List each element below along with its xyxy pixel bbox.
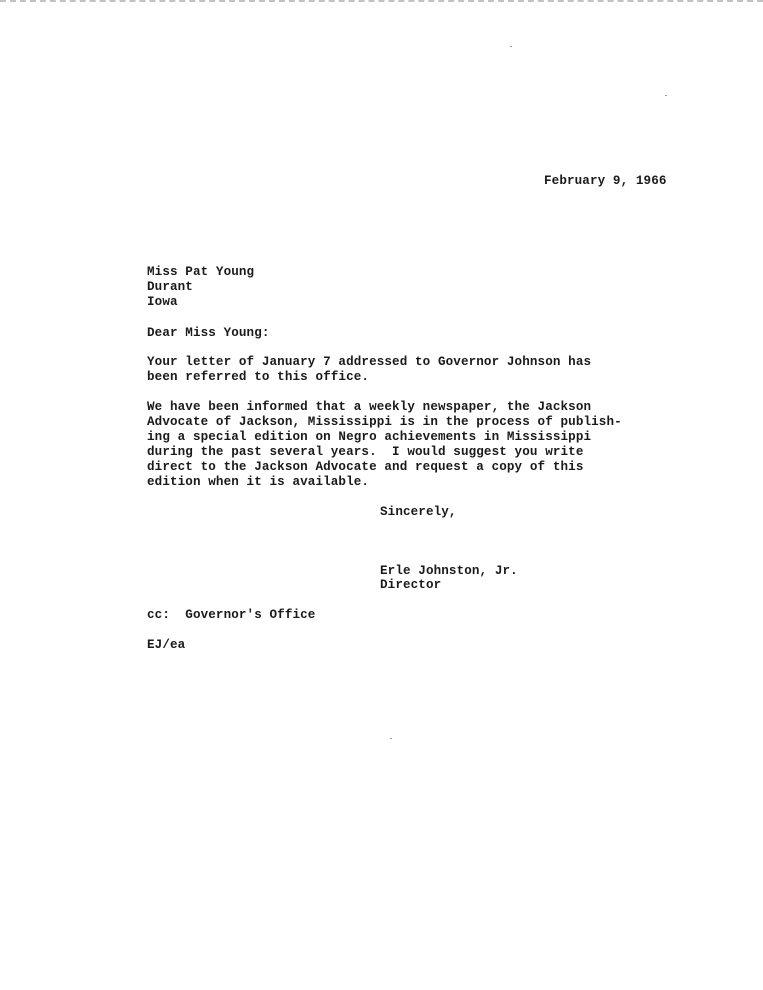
paragraph-line: during the past several years. I would suggest you write — [147, 445, 584, 459]
scan-speck — [390, 738, 392, 739]
paragraph-line: direct to the Jackson Advocate and request a copy of this — [147, 460, 584, 474]
recipient-name: Miss Pat Young — [147, 265, 255, 279]
signer-title: Director — [380, 578, 442, 592]
paragraph-line: Advocate of Jackson, Mississippi is in the process of publish- — [147, 415, 622, 429]
closing: Sincerely, — [380, 505, 457, 519]
scan-speck — [665, 95, 667, 96]
page-top-edge — [0, 0, 763, 8]
signer-name: Erle Johnston, Jr. — [380, 564, 518, 578]
paragraph-line: edition when it is available. — [147, 475, 370, 489]
paragraph-line: Your letter of January 7 addressed to Governor Johnson has — [147, 355, 592, 369]
scan-speck — [510, 46, 512, 47]
recipient-state: Iowa — [147, 295, 178, 309]
typist-initials: EJ/ea — [147, 638, 186, 652]
salutation: Dear Miss Young: — [147, 326, 270, 340]
paragraph-line: been referred to this office. — [147, 370, 370, 384]
cc-line: cc: Governor's Office — [147, 608, 316, 622]
paragraph-line: We have been informed that a weekly newspaper, the Jackson — [147, 400, 592, 414]
letter-date: February 9, 1966 — [544, 174, 667, 188]
recipient-city: Durant — [147, 280, 193, 294]
paragraph-line: ing a special edition on Negro achievements in Mississippi — [147, 430, 592, 444]
